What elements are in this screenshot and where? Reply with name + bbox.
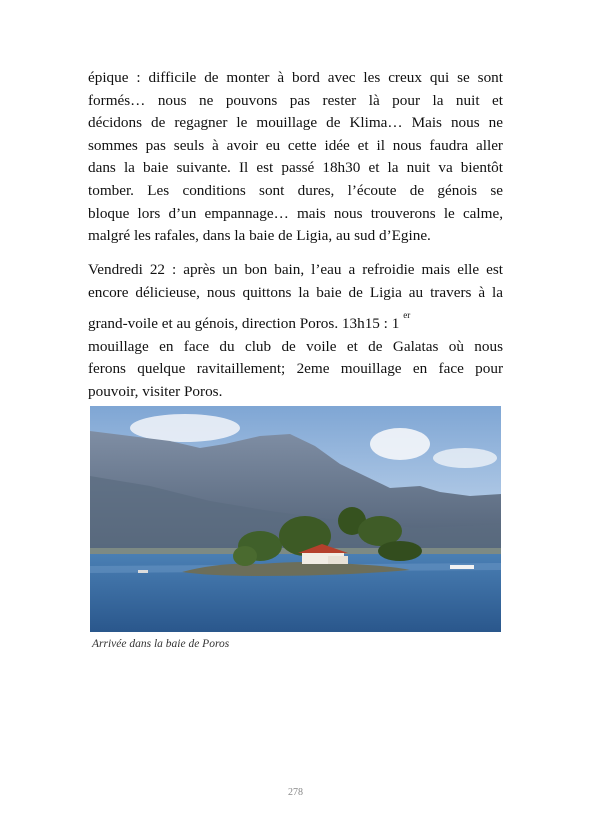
cloud — [370, 428, 430, 460]
text-line: décidons de regagner le mouillage de Klima… Mais nous ne — [88, 114, 503, 132]
tree-canopy — [233, 546, 257, 566]
text-line: mouillage en face du club de voile et de Galatas où nous — [88, 337, 503, 355]
poros-island-photo — [90, 406, 501, 632]
text-line: sommes pas seuls à avoir eu cette idée et il nous faudra aller — [88, 136, 503, 154]
text-line: tomber. Les conditions sont dures, l’écoute de génois se — [88, 181, 503, 199]
text-line: encore délicieuse, nous quittons la baie de Ligia au travers à la — [88, 283, 503, 301]
paragraph-epique — [88, 67, 503, 248]
photo-illustration — [90, 406, 501, 632]
text-line: Vendredi 22 : après un bon bain, l’eau a refroidie mais elle est — [88, 261, 503, 278]
cloud — [433, 448, 497, 468]
boat — [138, 570, 148, 573]
cloud — [130, 414, 240, 442]
tree-canopy — [378, 541, 422, 561]
text-line-with-superscript — [88, 304, 503, 336]
text-fragment: grand-voile et au génois, direction Poros. 13h15 : 1 — [88, 315, 400, 333]
boat — [450, 565, 474, 569]
text-line: bloque lors d’un empannage… mais nous trouverons le calme, — [88, 204, 503, 222]
paragraph-vendredi — [88, 259, 503, 404]
page-number: 278 — [288, 787, 303, 798]
text-line: malgré les rafales, dans la baie de Ligia, au sud d’Egine. — [88, 227, 431, 245]
text-line: pouvoir, visiter Poros. — [88, 382, 223, 400]
text-line: formés… nous ne pouvons pas rester là pour la nuit et — [88, 91, 503, 109]
text-line: épique : difficile de monter à bord avec les creux qui se sont — [88, 69, 503, 86]
text-line: ferons quelque ravitaillement; 2eme mouillage en face pour — [88, 360, 503, 378]
photo-caption: Arrivée dans la baie de Poros — [92, 638, 230, 650]
house-wall — [328, 556, 348, 564]
ordinal-superscript: er — [403, 310, 411, 321]
text-line: dans la baie suivante. Il est passé 18h30 et la nuit va bientôt — [88, 159, 503, 177]
